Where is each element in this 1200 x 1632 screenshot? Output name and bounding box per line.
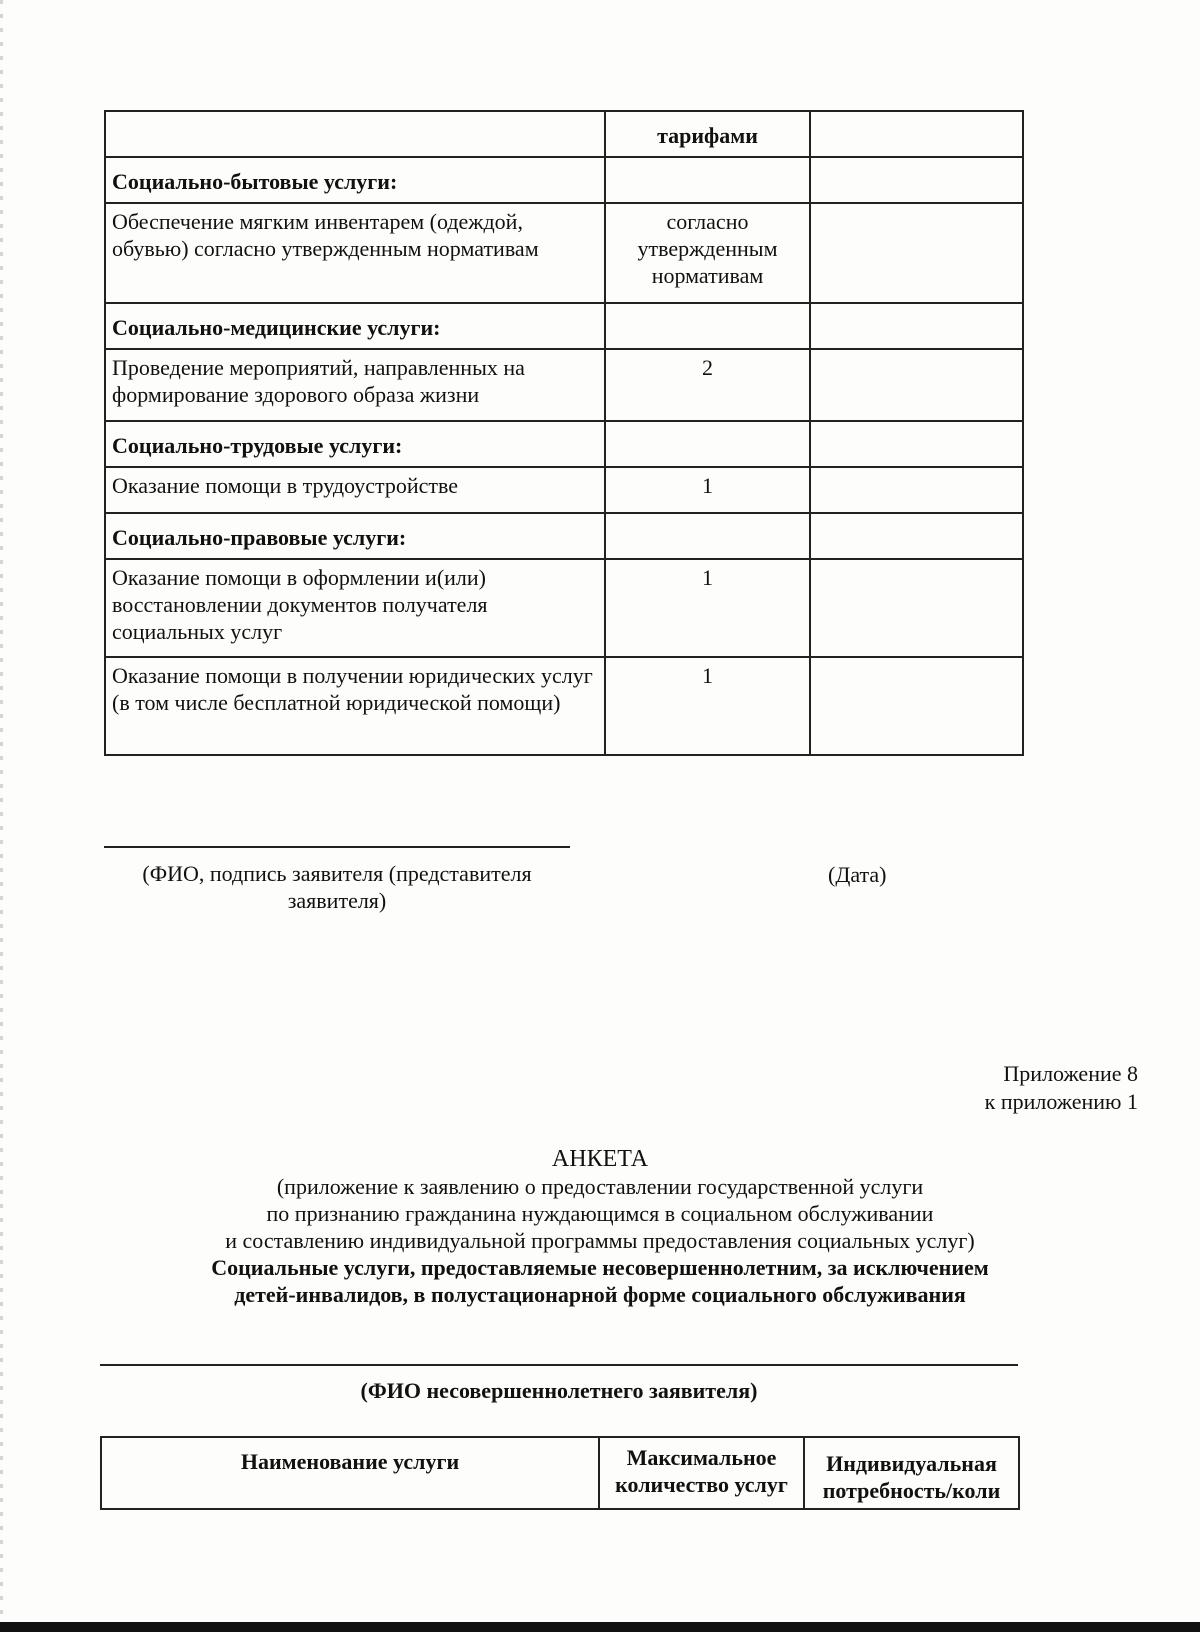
individual-need-cell bbox=[810, 559, 1023, 657]
col-max-count-line1: Максимальное bbox=[626, 1445, 777, 1470]
service-name-cell: Проведение мероприятий, направленных на формирование здорового образа жизни bbox=[105, 349, 605, 421]
section-header-row bbox=[105, 421, 1023, 467]
anketa-subtitle-2: по признанию гражданина нуждающимся в социальном обслуживании bbox=[266, 1201, 934, 1226]
col-max-count-line2: количество услуг bbox=[615, 1472, 788, 1497]
service-name-cell: Социально-правовые услуги: bbox=[105, 513, 605, 559]
fio-label-line1: (ФИО, подпись заявителя (представителя bbox=[142, 861, 532, 886]
fio-label-line2: заявителя) bbox=[287, 888, 387, 913]
header-cell-3 bbox=[810, 111, 1023, 157]
anketa-bold-2: детей-инвалидов, в полустационарной форме социального обслуживания bbox=[234, 1282, 966, 1307]
col-max-count bbox=[599, 1437, 804, 1509]
table2-header-row bbox=[101, 1437, 1019, 1509]
anketa-subtitle-3: и составлению индивидуальной программы предоставления социальных услуг) bbox=[225, 1228, 975, 1253]
service-qty-cell: 1 bbox=[605, 467, 810, 513]
individual-need-cell bbox=[810, 349, 1023, 421]
anketa-title: АНКЕТА bbox=[551, 1146, 649, 1172]
scan-edge-artifact bbox=[0, 0, 3, 1632]
col-need-line1: Индивидуальная bbox=[826, 1451, 997, 1476]
individual-need-cell bbox=[810, 467, 1023, 513]
service-name-cell: Оказание помощи в получении юридических услуг (в том числе бесплатной юридической помощи) bbox=[105, 657, 605, 755]
service-name-cell: Социально-трудовые услуги: bbox=[105, 421, 605, 467]
service-name-cell: Социально-бытовые услуги: bbox=[105, 157, 605, 203]
appendix-line2: к приложению 1 bbox=[984, 1089, 1138, 1114]
section-header-row bbox=[105, 513, 1023, 559]
service-row bbox=[105, 203, 1023, 303]
header-cell-1 bbox=[105, 111, 605, 157]
col-service-name: Наименование услуги bbox=[101, 1437, 599, 1509]
individual-need-cell bbox=[810, 157, 1023, 203]
service-row bbox=[105, 657, 1023, 755]
service-row bbox=[105, 559, 1023, 657]
fio-minor-label: (ФИО несовершеннолетнего заявителя) bbox=[360, 1378, 758, 1403]
appendix-reference bbox=[985, 1060, 1138, 1116]
individual-need-cell bbox=[810, 303, 1023, 349]
signature-line bbox=[104, 846, 570, 848]
services-table-continued bbox=[104, 110, 1024, 756]
col-need-line2: потребность/коли bbox=[822, 1478, 1001, 1503]
table-header-row bbox=[105, 111, 1023, 157]
service-qty-cell: 1 bbox=[605, 559, 810, 657]
individual-need-cell bbox=[810, 513, 1023, 559]
fio-minor-line bbox=[100, 1364, 1018, 1366]
individual-need-cell bbox=[810, 203, 1023, 303]
service-row bbox=[105, 349, 1023, 421]
service-name-cell: Оказание помощи в оформлении и(или) восстановлении документов получателя социальных услуг bbox=[105, 559, 605, 657]
service-qty-cell bbox=[605, 157, 810, 203]
service-name-cell: Обеспечение мягким инвентарем (одеждой, обувью) согласно утвержденным нормативам bbox=[105, 203, 605, 303]
header-cell-tariffs: тарифами bbox=[605, 111, 810, 157]
service-qty-cell bbox=[605, 421, 810, 467]
appendix-line1: Приложение 8 bbox=[1003, 1061, 1138, 1086]
anketa-heading bbox=[60, 1146, 1140, 1308]
date-label: (Дата) bbox=[828, 862, 887, 887]
anketa-subtitle-1: (приложение к заявлению о предоставлении государственной услуги bbox=[276, 1174, 924, 1199]
service-name-cell: Социально-медицинские услуги: bbox=[105, 303, 605, 349]
fio-signature-label bbox=[104, 860, 570, 914]
service-qty-cell: 1 bbox=[605, 657, 810, 755]
service-row bbox=[105, 467, 1023, 513]
service-qty-cell: согласно утвержденным нормативам bbox=[605, 203, 810, 303]
services-table-header bbox=[100, 1436, 1020, 1510]
individual-need-cell bbox=[810, 657, 1023, 755]
anketa-bold-1: Социальные услуги, предоставляемые несовершеннолетним, за исключением bbox=[211, 1255, 989, 1280]
service-qty-cell bbox=[605, 303, 810, 349]
section-header-row bbox=[105, 303, 1023, 349]
service-name-cell: Оказание помощи в трудоустройстве bbox=[105, 467, 605, 513]
scan-bottom-edge bbox=[0, 1622, 1200, 1632]
service-qty-cell: 2 bbox=[605, 349, 810, 421]
individual-need-cell bbox=[810, 421, 1023, 467]
section-header-row bbox=[105, 157, 1023, 203]
col-individual-need bbox=[804, 1437, 1019, 1509]
service-qty-cell bbox=[605, 513, 810, 559]
